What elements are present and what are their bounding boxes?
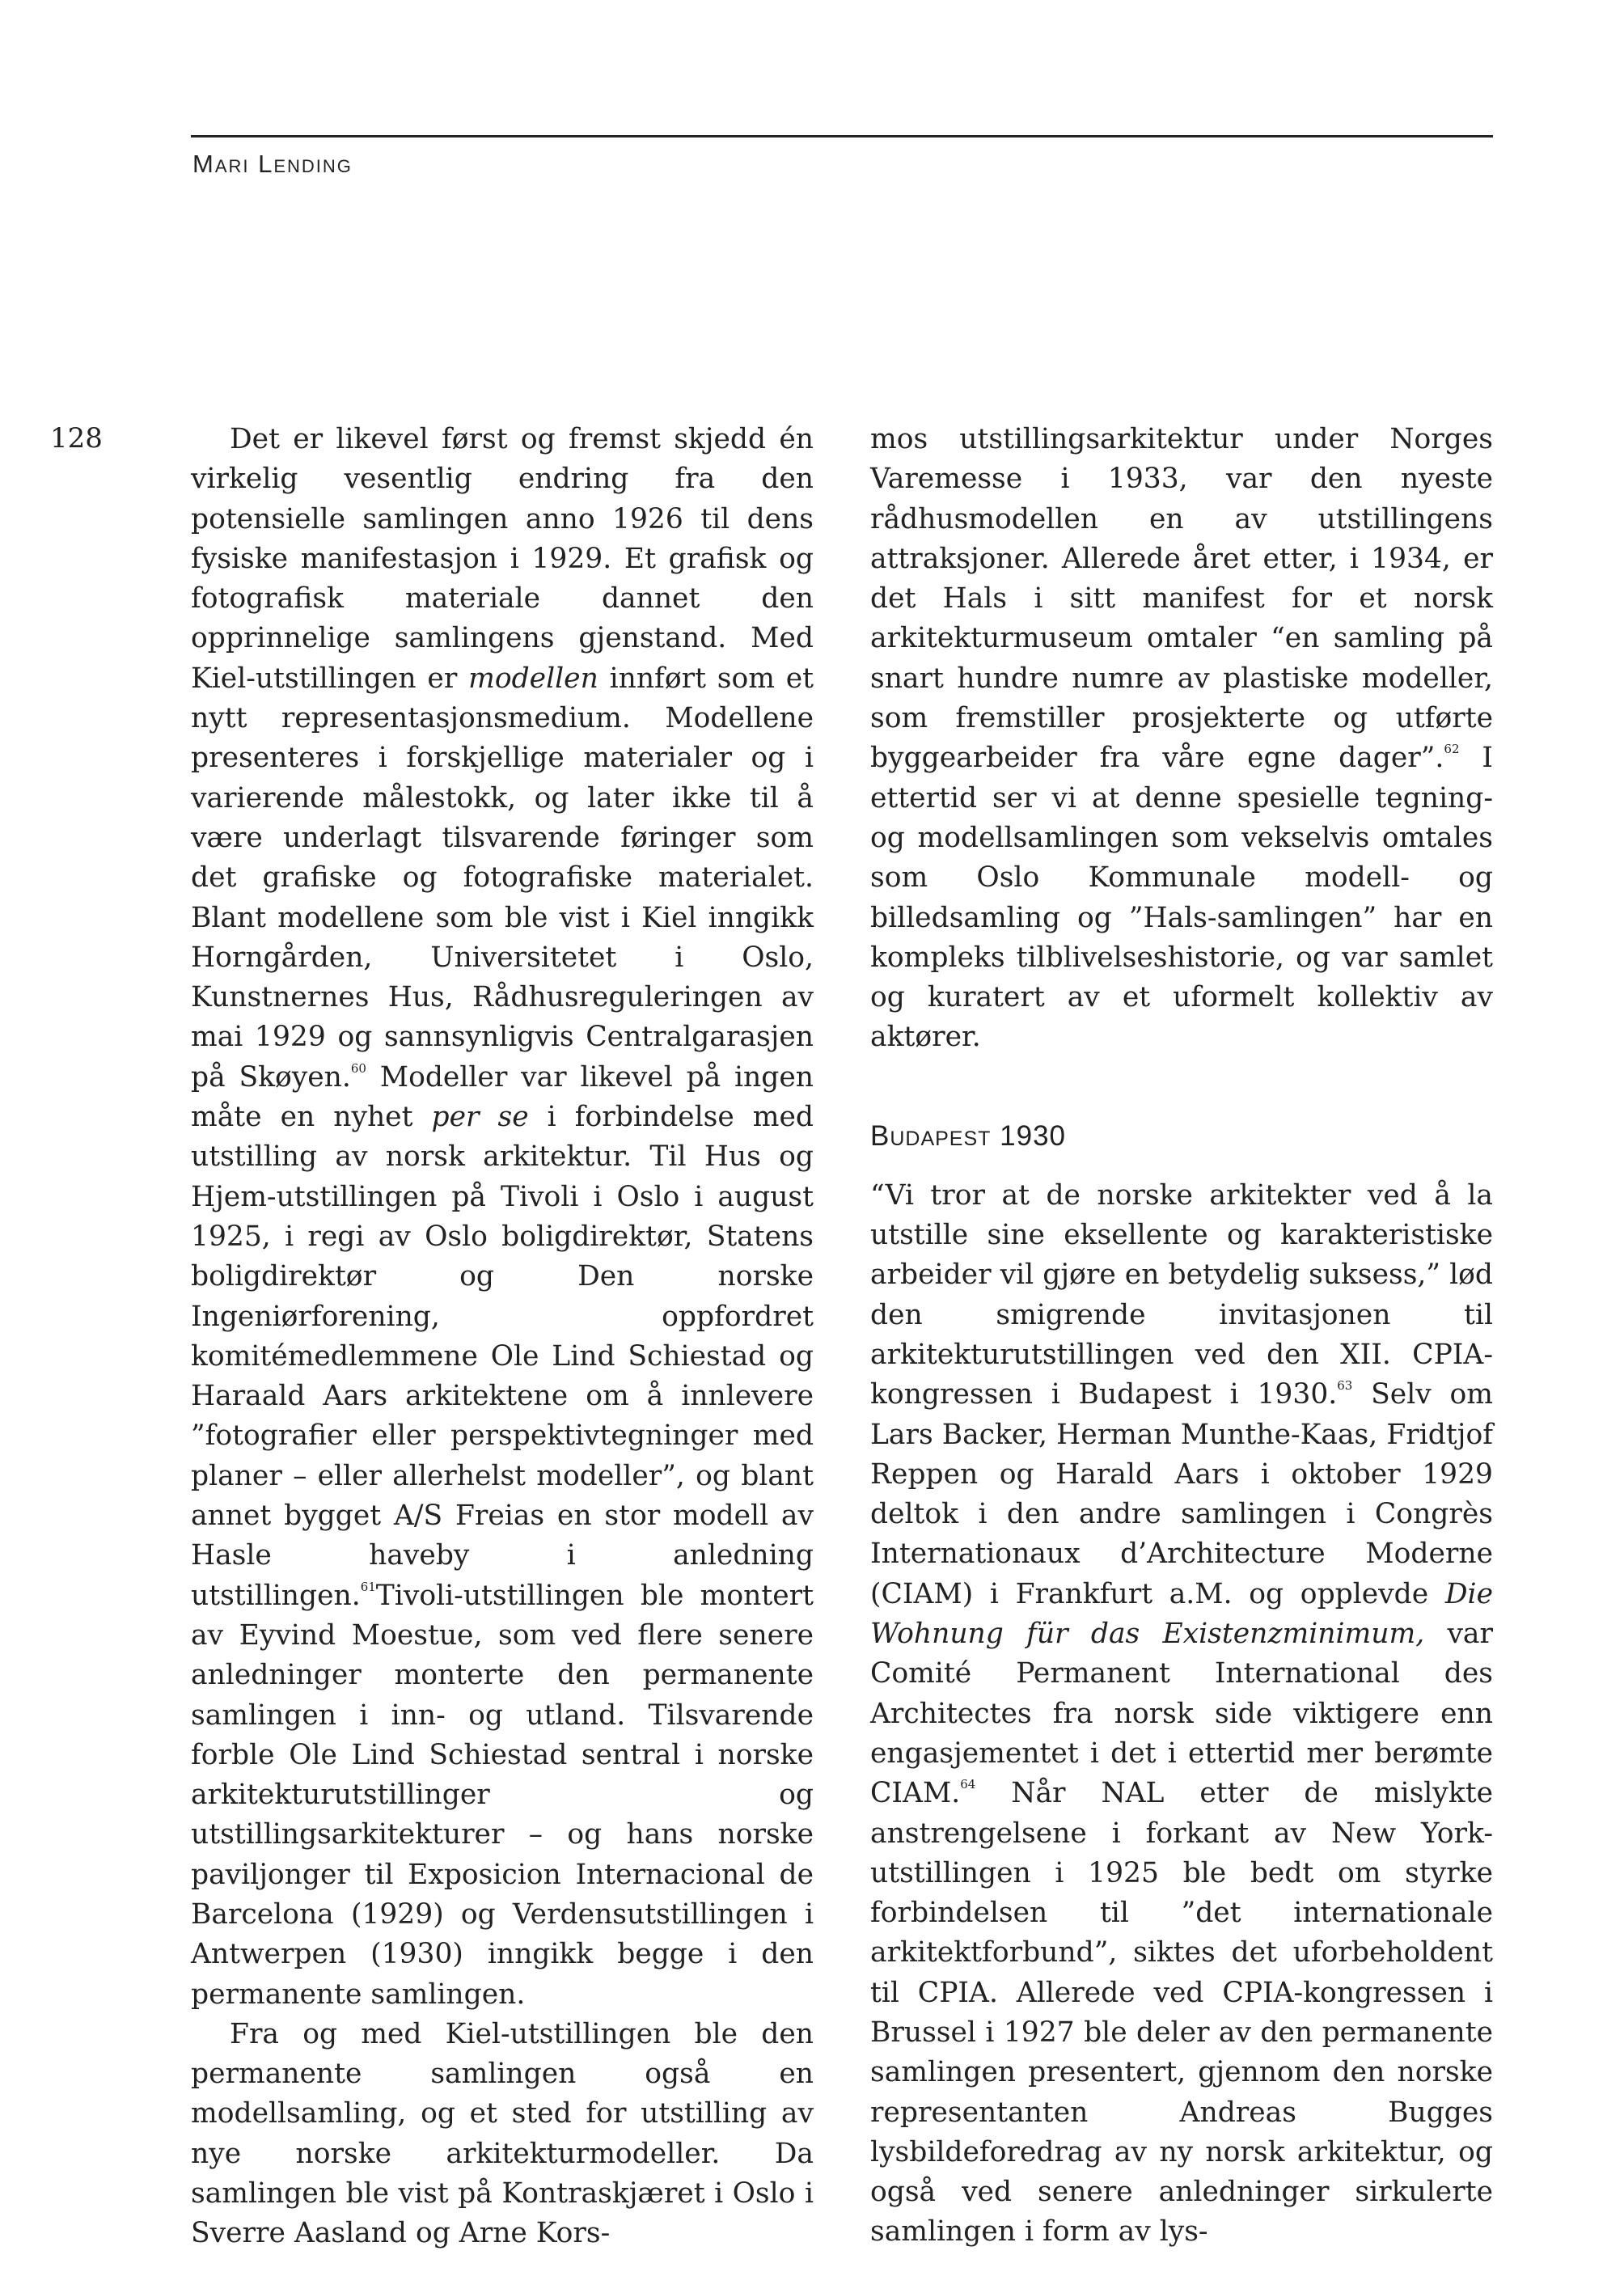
italic-title: Die Wohnung für das Existenzminimum,: [870, 1577, 1493, 1651]
right-column: [870, 420, 1493, 2253]
text-run: var Comité Permanent International des Architectes fra norsk side viktigere enn engasjementet i det i ettertid mer berømte CIAM.: [870, 1618, 1493, 1810]
text-run: Modeller var likevel på ingen måte en nyhet: [191, 1060, 814, 1134]
section-heading: Budapest 1930: [870, 1119, 1067, 1152]
paragraph: Fra og med Kiel-utstillingen ble den permanente samlingen også en modellsamling, og et sted for utstilling av nye norske arkitekturmodeller. Da samlingen ble vist på Kontraskjæret i Oslo i Sverre Aasland og Arne Kors-: [191, 2017, 814, 2250]
footnote-ref: 64: [960, 1777, 976, 1792]
text-run: Tivoli-utstillingen ble montert av Eyvind Moestue, som ved flere senere anledninger monterte den permanente samlingen i inn- og utland. Tilsvarende forble Ole Lind Schiestad sentral i norske arkitekturutstillinger og utstillingsarkitekturer – og hans norske paviljonger til Exposicion Internacional de Barcelona (1929) og Verdensutstillingen i Antwerpen (1930) inngikk begge i den permanente samlingen.: [191, 1579, 814, 2011]
footnote-ref: 62: [1444, 742, 1460, 757]
text-run: Det er likevel først og fremst skjedd én virkelig vesentlig endring fra den potensielle samlingen anno 1926 til dens fysiske manifestasjon i 1929. Et grafisk og fotografisk materiale dannet den opprinnelige samlingens gjenstand. Med Kiel-utstillingen er: [191, 423, 814, 695]
text-run: Når NAL etter de mislykte anstrengelsene i forkant av New York-utstillingen i 1925 ble bedt om styrke forbindelsen til ”det internationale arkitektforbund”, siktes det uforbeholdent til CPIA. Allerede ved CPIA-kongressen i Brussel i 1927 ble deler av den permanente samlingen presentert, gjennom den norske representanten Andreas Bugges lysbildeforedrag av ny norsk arkitektur, og også ved senere anledninger sirkulerte samlingen i form av lys-: [870, 1777, 1493, 2249]
italic-term: modellen: [468, 662, 598, 695]
text-run: mos utstillingsarkitektur under Norges Varemesse i 1933, var den nyeste rådhusmodellen en av utstillingens attraksjoner. Allerede året etter, i 1934, er det Hals i sitt manifest for et norsk arkitekturmuseum omtaler “en samling på snart hundre numre av plastiske modeller, som fremstiller prosjekterte og utførte byggearbeider fra våre egne dager”.: [870, 423, 1493, 775]
text-run: Selv om Lars Backer, Herman Munthe-Kaas, Fridtjof Reppen og Harald Aars i oktober 1929 deltok i den andre samlingen i Congrès Internationaux d’Architecture Moderne (CIAM) i Frankfurt a.M. og opplevde: [870, 1378, 1493, 1610]
paragraph: [191, 420, 814, 2015]
text-run: “Vi tror at de norske arkitekter ved å la utstille sine eksellente og karakteristiske arbeider vil gjøre en betydelig suksess,” lød den smigrende invitasjonen til arkitekturutstillingen ved den XII. CPIA-kongressen i Budapest i 1930.: [870, 1178, 1493, 1411]
left-column: [191, 420, 814, 2254]
text-run: innført som et nytt representasjonsmedium. Modellene presenteres i forskjellige materialer og i varierende målestokk, og later ikke til å være underlagt tilsvarende føringer som det grafiske og fotografiske materialet. Blant modellene som ble vist i Kiel inngikk Horngården, Universitetet i Oslo, Kunstnernes Hus, Rådhusreguleringen av mai 1929 og sannsynligvis Centralgarasjen på Skøyen.: [191, 662, 814, 1094]
text-run: I ettertid ser vi at denne spesielle tegning- og modellsamlingen som vekselvis omtales som Oslo Kommunale modell- og billedsamling og ”Hals-samlingen” har en kompleks tilblivelseshistorie, og var samlet og kuratert av et uformelt kollektiv av aktører.: [870, 742, 1493, 1054]
header-rule: [191, 135, 1493, 137]
running-head: Mari Lending: [192, 150, 353, 178]
text-run: i forbindelse med utstilling av norsk arkitektur. Til Hus og Hjem-utstillingen på Tivoli i Oslo i august 1925, i regi av Oslo boligdirektør, Statens boligdirektør og Den norske Ingeniørforening, oppfordret komitémedlemmene Ole Lind Schiestad og Haraald Aars arkitektene om å innlevere ”fotografier eller perspektivtegninger med planer – eller allerhelst modeller”, og blant annet bygget A/S Freias en stor modell av Hasle haveby i anledning utstillingen.: [191, 1101, 814, 1612]
italic-term: per se: [431, 1101, 529, 1134]
footnote-ref: 60: [350, 1060, 366, 1076]
paragraph: [870, 1176, 1493, 2253]
footnote-ref: 63: [1337, 1378, 1353, 1394]
page-number: 128: [50, 422, 103, 455]
paragraph: [870, 420, 1493, 1058]
footnote-ref: 61: [360, 1579, 376, 1594]
